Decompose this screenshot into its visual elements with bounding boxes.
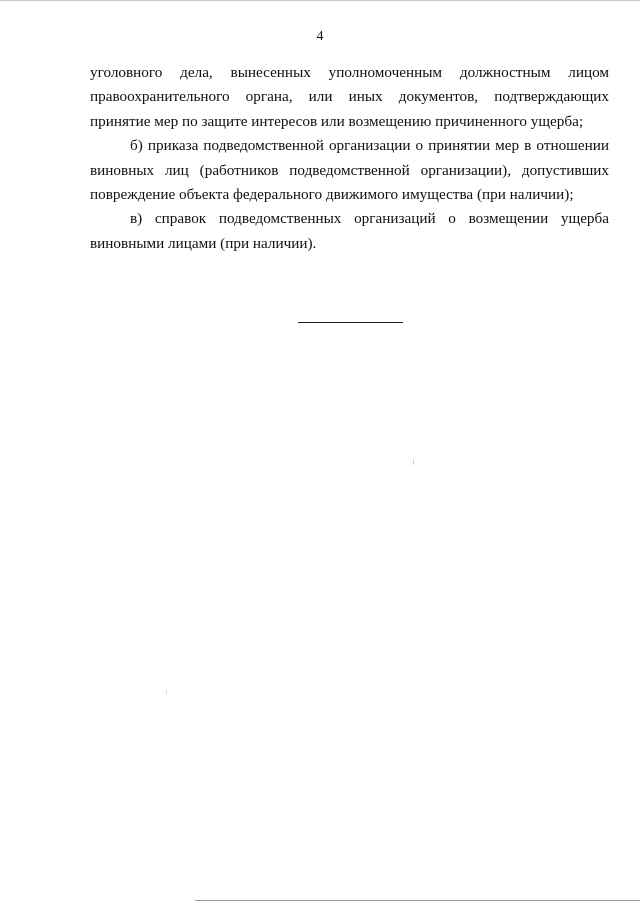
text-line: в) справок подведомственных организаций о возмещении ущерба xyxy=(130,210,609,228)
paragraph-b-order xyxy=(90,134,609,207)
paragraph-v-certificates xyxy=(90,207,609,256)
text-line: б) приказа подведомственной организации о принятии мер в отношении xyxy=(130,137,609,155)
text-line: уголовного дела, вынесенных уполномоченным должностным лицом xyxy=(90,64,609,81)
scan-bottom-edge xyxy=(195,900,640,901)
document-body xyxy=(90,61,609,256)
text-line: виновными лицами (при наличии). xyxy=(90,234,317,252)
page-number: 4 xyxy=(316,29,324,44)
end-separator-line xyxy=(298,322,403,323)
text-line: принятие мер по защите интересов или возмещению причиненного ущерба; xyxy=(90,112,584,130)
paragraph-evidence-documents xyxy=(90,61,609,134)
text-line: повреждение объекта федерального движимого имущества (при наличии); xyxy=(90,185,574,203)
scan-top-edge xyxy=(0,0,640,1)
scan-speck xyxy=(413,459,414,465)
text-line: правоохранительного органа, или иных документов, подтверждающих xyxy=(90,88,609,106)
text-line: виновных лиц (работников подведомственной организации), допустивших xyxy=(90,161,609,179)
scan-speck xyxy=(166,690,167,695)
